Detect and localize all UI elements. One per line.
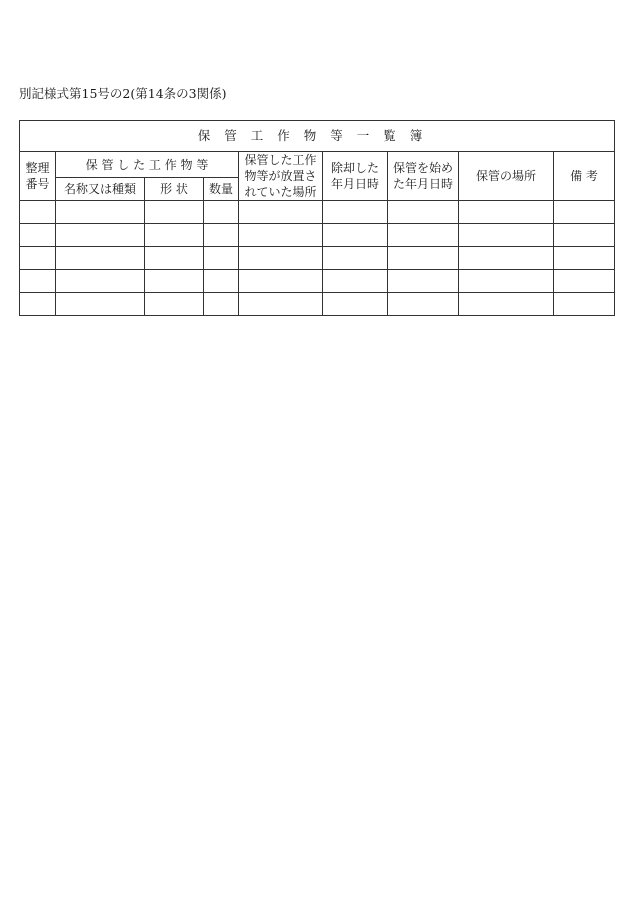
table-cell <box>323 201 388 224</box>
table-cell <box>459 247 554 270</box>
table-cell <box>56 224 145 247</box>
table-cell <box>204 201 239 224</box>
header-removal-date <box>323 152 388 201</box>
header-number <box>20 152 56 201</box>
table-cell <box>145 247 204 270</box>
table-cell <box>56 270 145 293</box>
table-cell <box>56 201 145 224</box>
table-cell <box>20 270 56 293</box>
header-remarks: 備 考 <box>554 152 615 201</box>
table-cell <box>388 270 459 293</box>
table-body <box>20 201 615 316</box>
table-cell <box>145 293 204 316</box>
table-title: 保管工作物等一覧簿 <box>20 121 615 152</box>
form-number-label: 別記様式第15号の2(第14条の3関係) <box>19 86 227 101</box>
table-cell <box>323 247 388 270</box>
table-cell <box>145 270 204 293</box>
table-cell <box>56 293 145 316</box>
table-cell <box>459 201 554 224</box>
table-row <box>20 224 615 247</box>
table-row <box>20 201 615 224</box>
header-abandoned-place-line-3: れていた場所 <box>244 185 317 199</box>
header-quantity: 数量 <box>204 178 239 201</box>
table-cell <box>239 224 323 247</box>
table-cell <box>204 224 239 247</box>
table-cell <box>388 247 459 270</box>
table-cell <box>204 247 239 270</box>
table-cell <box>323 270 388 293</box>
header-abandoned-place-line-2: 物等が放置さ <box>244 169 317 183</box>
table-cell <box>20 224 56 247</box>
table-cell <box>554 224 615 247</box>
header-shape: 形 状 <box>145 178 204 201</box>
header-number-line-1: 整理 <box>25 161 50 175</box>
table-cell <box>459 270 554 293</box>
header-stored-object: 保 管 し た 工 作 物 等 <box>56 152 239 178</box>
table-cell <box>239 247 323 270</box>
table-cell <box>459 293 554 316</box>
table-cell <box>20 247 56 270</box>
table-cell <box>388 224 459 247</box>
header-name-type: 名称又は種類 <box>56 178 145 201</box>
table-row <box>20 270 615 293</box>
table-cell <box>239 293 323 316</box>
table-cell <box>459 224 554 247</box>
table-cell <box>145 224 204 247</box>
table-cell <box>145 201 204 224</box>
table-cell <box>20 293 56 316</box>
table-cell <box>323 293 388 316</box>
table-row <box>20 247 615 270</box>
header-removal-date-line-2: 年月日時 <box>330 177 379 191</box>
header-storage-start-date <box>388 152 459 201</box>
table-cell <box>554 270 615 293</box>
header-abandoned-place-line-1: 保管した工作 <box>244 153 317 167</box>
header-storage-place: 保管の場所 <box>459 152 554 201</box>
table-cell <box>239 270 323 293</box>
header-removal-date-line-1: 除却した <box>330 161 379 175</box>
table-cell <box>554 247 615 270</box>
table-cell <box>239 201 323 224</box>
table-cell <box>56 247 145 270</box>
table-cell <box>388 293 459 316</box>
header-storage-start-date-line-2: た年月日時 <box>392 177 453 191</box>
table-cell <box>554 201 615 224</box>
table-row <box>20 293 615 316</box>
table-cell <box>388 201 459 224</box>
header-storage-start-date-line-1: 保管を始め <box>392 161 453 175</box>
table-cell <box>20 201 56 224</box>
header-number-line-2: 番号 <box>25 177 50 191</box>
header-abandoned-place <box>239 152 323 201</box>
table-cell <box>204 293 239 316</box>
table-cell <box>554 293 615 316</box>
table-cell <box>204 270 239 293</box>
storage-ledger-table <box>19 120 615 316</box>
table-cell <box>323 224 388 247</box>
